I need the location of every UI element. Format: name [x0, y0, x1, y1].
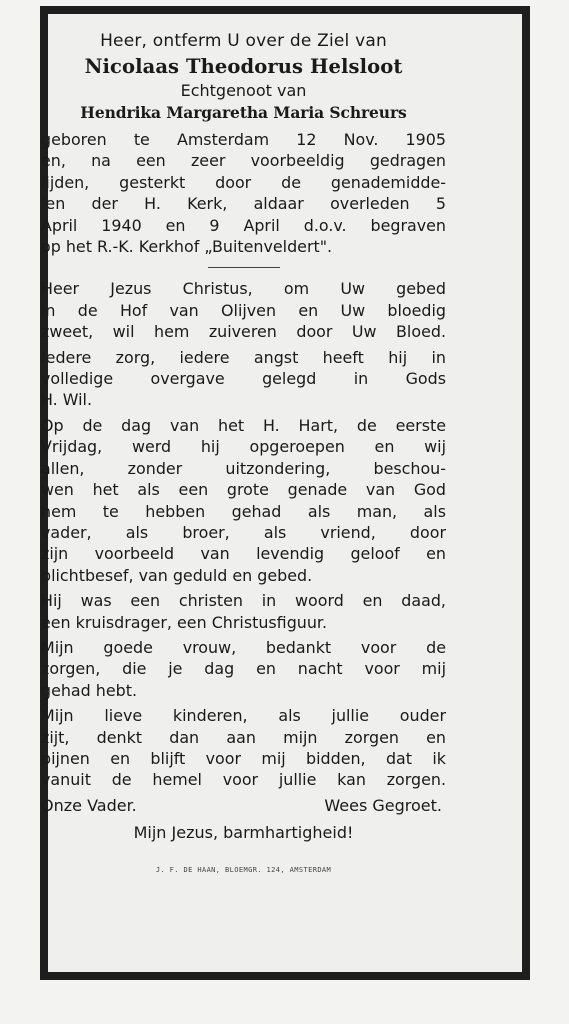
text-paragraph	[41, 705, 446, 791]
deceased-name: Nicolaas Theodorus Helsloot	[84, 55, 403, 78]
text-line: allen, zonder uitzondering, beschou-	[41, 458, 446, 478]
opening-prayer: Heer, ontferm U over de Ziel van	[100, 31, 387, 51]
text-line: hem te hebben gehad als man, als	[41, 501, 446, 521]
text-line: zijt, denkt dan aan mijn zorgen en	[41, 727, 446, 747]
text-line: volledige overgave gelegd in Gods	[41, 369, 446, 389]
biography-line: April 1940 en 9 April d.o.v. begraven	[41, 215, 446, 235]
closing-prayers	[41, 795, 446, 817]
text-line: in de Hof van Olijven en Uw bloedig	[41, 300, 446, 320]
text-line: wen het als een grote genade van God	[41, 480, 446, 500]
text-line: gehad hebt.	[41, 680, 138, 700]
text-line: Op de dag van het H. Hart, de eerste	[41, 415, 446, 435]
prayer-paragraph	[41, 278, 446, 342]
text-line: Mijn goede vrouw, bedankt voor de	[41, 637, 446, 657]
text-line: Heer Jezus Christus, om Uw gebed	[41, 279, 446, 299]
biography-line: lijden, gesterkt door de genademidde-	[41, 172, 446, 192]
text-line: Vrijdag, werd hij opgeroepen en wij	[41, 437, 446, 457]
text-line: Hij was een christen in woord en daad,	[41, 591, 446, 611]
biography-line: op het R.-K. Kerkhof „Buitenveldert".	[41, 237, 333, 257]
biography	[41, 129, 446, 257]
biography-line: en, na een zeer voorbeeldig gedragen	[41, 151, 446, 171]
biography-line: len der H. Kerk, aldaar overleden 5	[41, 194, 446, 214]
text-line: plichtbesef, van geduld en gebed.	[41, 565, 313, 585]
biography-line: geboren te Amsterdam 12 Nov. 1905	[41, 130, 446, 149]
card-content	[41, 29, 446, 874]
spouse-name: Hendrika Margaretha Maria Schreurs	[80, 103, 407, 122]
closing-prayer-right: Wees Gegroet.	[324, 795, 442, 815]
text-line: Mijn lieve kinderen, als jullie ouder	[41, 706, 446, 726]
text-line: Iedere zorg, iedere angst heeft hij in	[41, 347, 446, 367]
text-line: zweet, wil hem zuiveren door Uw Bloed.	[41, 322, 446, 342]
divider	[208, 267, 280, 268]
text-line: vader, als broer, als vriend, door	[41, 522, 446, 542]
text-line: zorgen, die je dag en nacht voor mij	[41, 659, 446, 679]
invocation: Mijn Jezus, barmhartigheid!	[133, 822, 354, 842]
text-paragraph	[41, 347, 446, 411]
text-paragraph	[41, 415, 446, 586]
text-line: H. Wil.	[41, 390, 93, 410]
spouse-label: Echtgenoot van	[180, 81, 307, 100]
closing-prayer-left: Onze Vader.	[41, 795, 137, 815]
printer-imprint: J. F. DE HAAN, BLOEMGR. 124, AMSTERDAM	[155, 865, 332, 874]
text-line: een kruisdrager, een Christusfiguur.	[41, 612, 328, 632]
text-paragraph	[41, 637, 446, 701]
text-paragraph	[41, 590, 446, 633]
text-line: zijn voorbeeld van levendig geloof en	[41, 544, 446, 564]
text-line: vanuit de hemel voor jullie kan zorgen.	[41, 770, 446, 790]
text-line: pijnen en blijft voor mij bidden, dat ik	[41, 748, 446, 768]
